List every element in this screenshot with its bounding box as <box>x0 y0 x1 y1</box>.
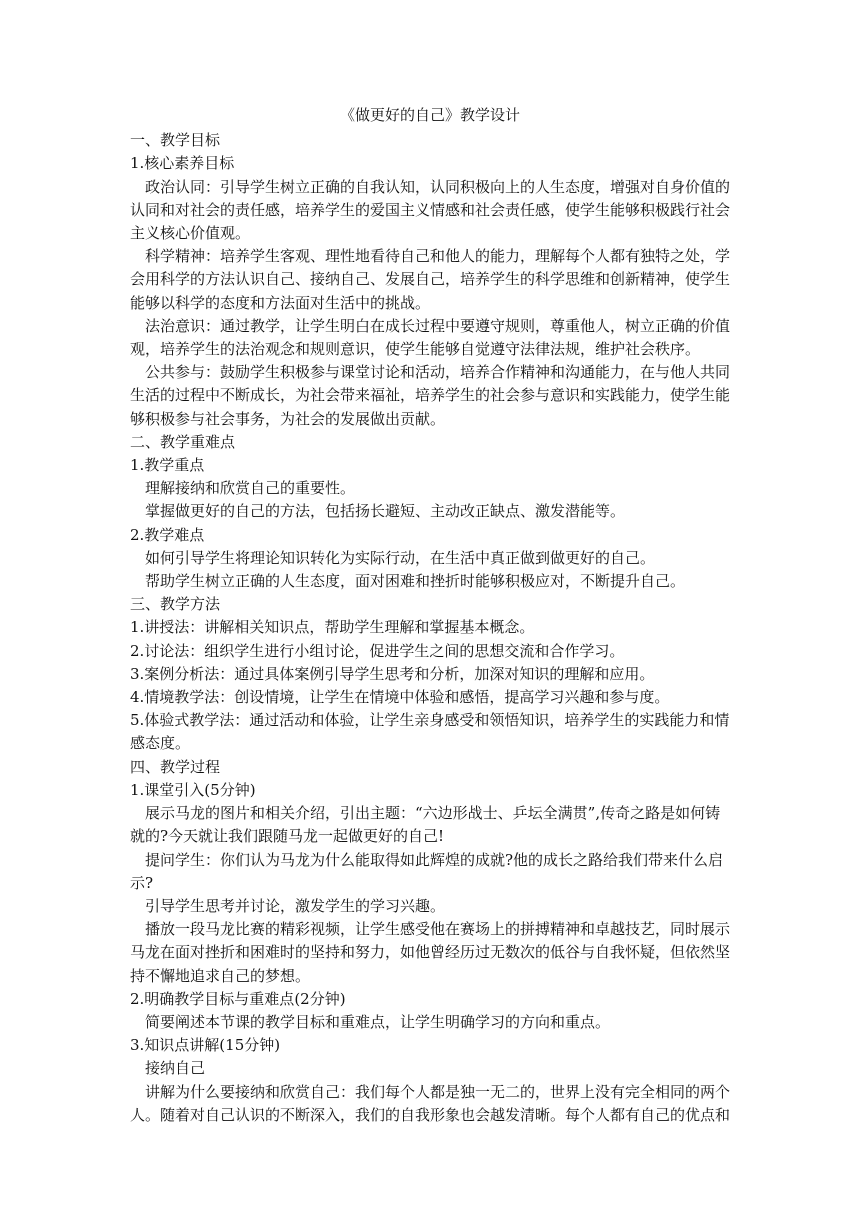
list-item: 3.案例分析法：通过具体案例引导学生思考和分析，加深对知识的理解和应用。 <box>130 664 655 683</box>
list-item: 1.讲授法：讲解相关知识点，帮助学生理解和掌握基本概念。 <box>130 618 535 637</box>
subsection-heading: 2.明确教学目标与重难点(2分钟) <box>130 989 346 1008</box>
paragraph: 科学精神：培养学生客观、理性地看待自己和他人的能力，理解每个人都有独特之处，学会用科学的方法认识自己、接纳自己、发展自己，培养学生的科学思维和创新精神，使学生能够以科学的态度和方法面对生活中的挑战。 <box>130 247 731 312</box>
subsection-heading: 1.核心素养目标 <box>130 154 235 173</box>
paragraph: 简要阐述本节课的教学目标和重难点，让学生明确学习的方向和重点。 <box>145 1012 611 1031</box>
section-heading: 一、教学目标 <box>130 131 221 150</box>
paragraph: 公共参与：鼓励学生积极参与课堂讨论和活动，培养合作精神和沟通能力，在与他人共同生活的过程中不断成长，为社会带来福祉，培养学生的社会参与意识和实践能力，使学生能够积极参与社会事务，为社会的发展做出贡献。 <box>130 363 731 428</box>
paragraph: 理解接纳和欣赏自己的重要性。 <box>145 479 356 498</box>
subsection-heading: 1.教学重点 <box>130 456 205 475</box>
paragraph: 展示马龙的图片和相关介绍，引出主题：“六边形战士、乒坛全满贯”,传奇之路是如何铸就的?今天就让我们跟随马龙一起做更好的自己! <box>130 804 721 846</box>
paragraph: 引导学生思考并讨论，激发学生的学习兴趣。 <box>145 896 446 915</box>
list-item: 2.讨论法：组织学生进行小组讨论，促进学生之间的思想交流和合作学习。 <box>130 641 625 660</box>
page-title: 《做更好的自己》教学设计 <box>339 106 520 124</box>
paragraph: 帮助学生树立正确的人生态度，面对困难和挫折时能够积极应对，不断提升自己。 <box>145 572 686 591</box>
paragraph: 讲解为什么要接纳和欣赏自己：我们每个人都是独一无二的，世界上没有完全相同的两个人。随着对自己认识的不断深入，我们的自我形象也会越发清晰。每个人都有自己的优点和 <box>130 1082 731 1124</box>
subsection-heading: 3.知识点讲解(15分钟) <box>130 1036 281 1055</box>
list-item: 4.情境教学法：创设情境，让学生在情境中体验和感悟，提高学习兴趣和参与度。 <box>130 688 670 707</box>
list-item: 5.体验式教学法：通过活动和体验，让学生亲身感受和领悟知识，培养学生的实践能力和情感态度。 <box>130 711 730 753</box>
paragraph: 如何引导学生将理论知识转化为实际行动，在生活中真正做到做更好的自己。 <box>145 548 656 567</box>
paragraph: 政治认同：引导学生树立正确的自我认知，认同积极向上的人生态度，增强对自身价值的认同和对社会的责任感，培养学生的爱国主义情感和社会责任感，使学生能够积极践行社会主义核心价值观。 <box>130 177 731 243</box>
section-heading: 四、教学过程 <box>130 757 221 776</box>
subsection-heading: 2.教学难点 <box>130 525 205 544</box>
subsection-heading: 1.课堂引入(5分钟) <box>130 780 256 799</box>
paragraph: 法治意识：通过教学，让学生明白在成长过程中要遵守规则，尊重他人，树立正确的价值观，培养学生的法治观念和规则意识，使学生能够自觉遵守法律法规，维护社会秩序。 <box>130 316 731 359</box>
paragraph: 播放一段马龙比赛的精彩视频，让学生感受他在赛场上的拼搏精神和卓越技艺，同时展示马龙在面对挫折和困难时的坚持和努力，如他曾经历过无数次的低谷与自我怀疑，但依然坚持不懈地追求自己的梦想。 <box>130 920 731 985</box>
paragraph: 掌握做更好的自己的方法，包括扬长避短、主动改正缺点、激发潜能等。 <box>145 502 626 521</box>
document-content <box>130 104 730 1127</box>
paragraph: 提问学生：你们认为马龙为什么能取得如此辉煌的成就?他的成长之路给我们带来什么启示? <box>130 850 724 892</box>
section-heading: 三、教学方法 <box>130 595 221 614</box>
paragraph: 接纳自己 <box>145 1059 206 1078</box>
section-heading: 二、教学重难点 <box>130 432 236 451</box>
